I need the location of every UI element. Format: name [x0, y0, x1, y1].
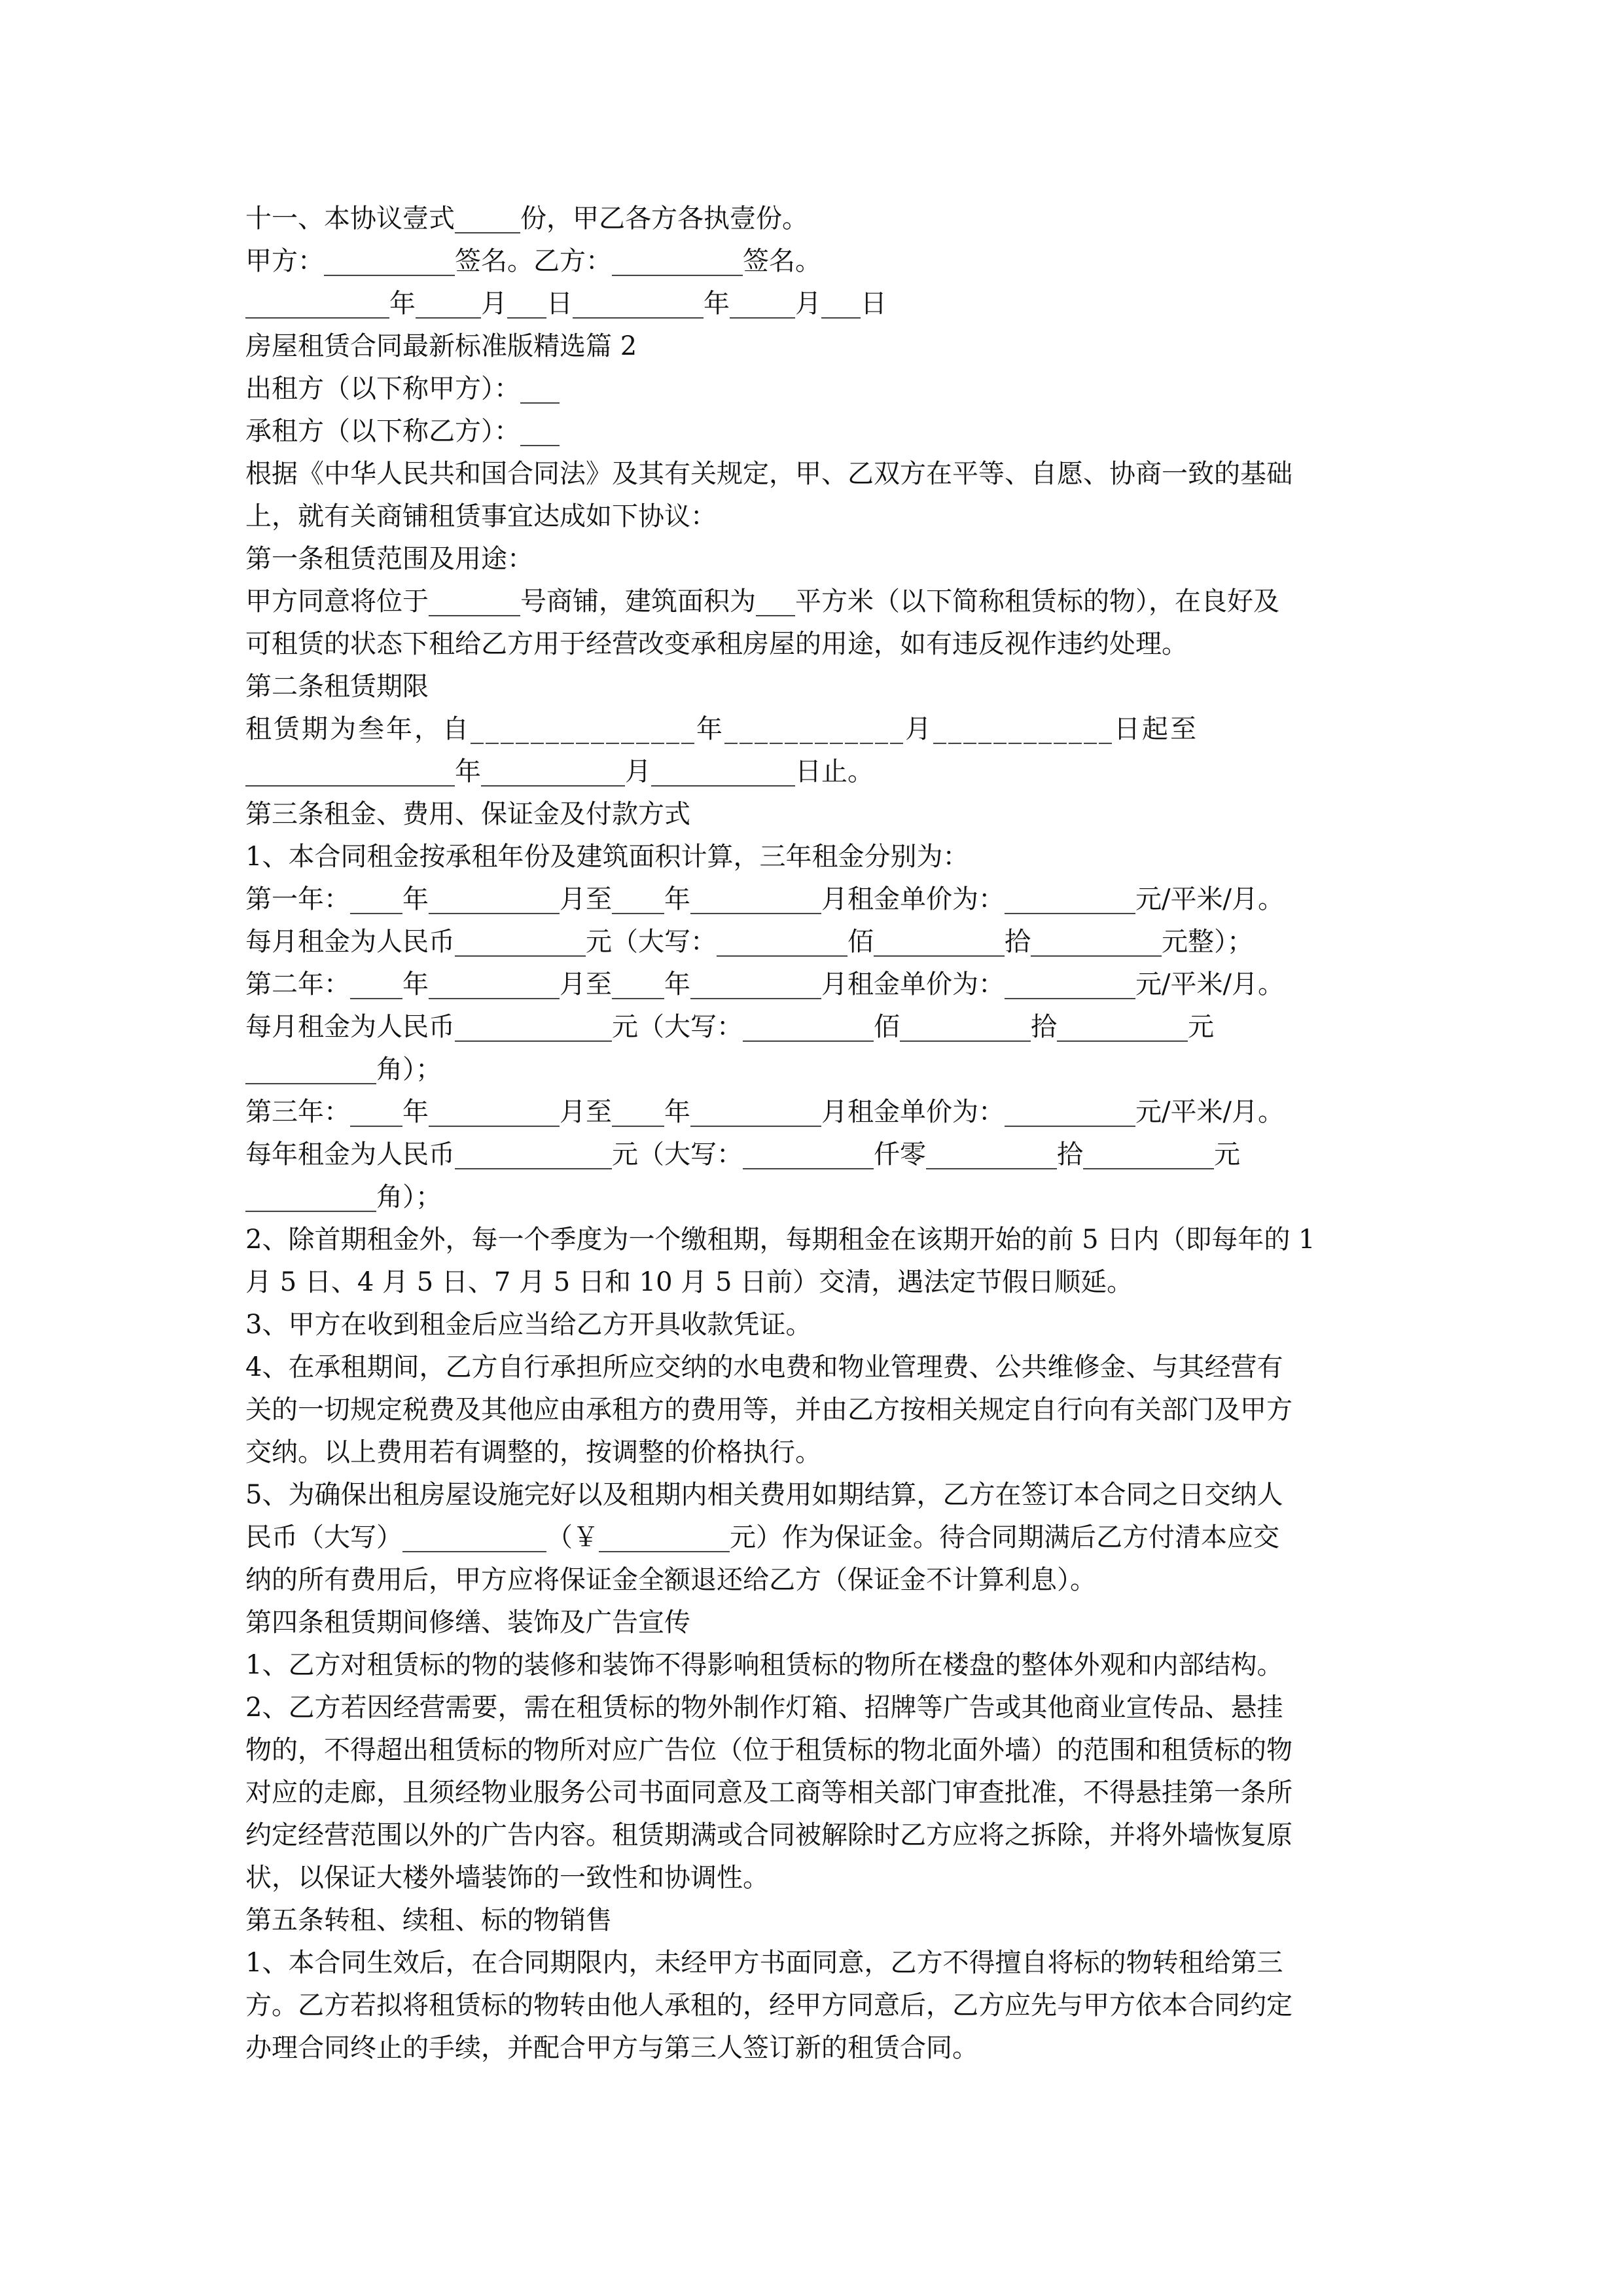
document-line: 房屋租赁合同最新标准版精选篇 2 [245, 331, 637, 361]
document-line: 第一年：____年__________月至____年__________月租金单价为：__________元/平米/月。 [245, 884, 1284, 914]
document-line: 状，以保证大楼外墙装饰的一致性和协调性。 [245, 1863, 769, 1893]
document-line: 2、除首期租金外，每一个季度为一个缴租期，每期租金在该期开始的前 5 日内（即每年的 1 [245, 1225, 1315, 1255]
document-line: ________________年___________月___________日止。 [245, 757, 874, 787]
document-line: 交纳。以上费用若有调整的，按调整的价格执行。 [245, 1437, 821, 1467]
document-line: 4、在承租期间，乙方自行承担所应交纳的水电费和物业管理费、公共维修金、与其经营有 [245, 1352, 1283, 1382]
document-line: 甲方：__________签名。乙方：__________签名。 [245, 246, 821, 276]
document-line: 第二年：____年__________月至____年__________月租金单价为：__________元/平米/月。 [245, 969, 1284, 999]
document-line: 根据《中华人民共和国合同法》及其有关规定，甲、乙双方在平等、自愿、协商一致的基础 [245, 459, 1293, 489]
document-page [245, 198, 1381, 2070]
document-line: ___________年_____月___日__________年_____月___日 [245, 289, 887, 319]
document-line: 2、乙方若因经营需要，需在租赁标的物外制作灯箱、招牌等广告或其他商业宣传品、悬挂 [245, 1693, 1283, 1723]
document-line: 民币（大写）___________（￥__________元）作为保证金。待合同期满后乙方付清本应交 [245, 1522, 1279, 1552]
document-line: 1、乙方对租赁标的物的装修和装饰不得影响租赁标的物所在楼盘的整体外观和内部结构。 [245, 1650, 1283, 1680]
document-line: 甲方同意将位于_______号商铺，建筑面积为___平方米（以下简称租赁标的物），在良好及 [245, 586, 1279, 617]
document-line: 每年租金为人民币____________元（大写：__________仟零__________拾__________元 [245, 1139, 1240, 1170]
document-line: 十一、本协议壹式_____份，甲乙各方各执壹份。 [245, 204, 808, 234]
document-line: 第二条租赁期限 [245, 672, 429, 702]
document-line: 约定经营范围以外的广告内容。租赁期满或合同被解除时乙方应将之拆除，并将外墙恢复原 [245, 1820, 1293, 1850]
document-line: 5、为确保出租房屋设施完好以及租期内相关费用如期结算，乙方在签订本合同之日交纳人 [245, 1480, 1283, 1510]
document-line: 每月租金为人民币____________元（大写：__________佰__________拾__________元 [245, 1012, 1214, 1042]
document-line: 第四条租赁期间修缮、装饰及广告宣传 [245, 1607, 690, 1638]
document-line: 上，就有关商铺租赁事宜达成如下协议： [245, 501, 717, 531]
document-line: 物的，不得超出租赁标的物所对应广告位（位于租赁标的物北面外墙）的范围和租赁标的物 [245, 1735, 1293, 1765]
document-line: 1、本合同生效后，在合同期限内，未经甲方书面同意，乙方不得擅自将标的物转租给第三 [245, 1948, 1283, 1978]
document-line: 第三年：____年__________月至____年__________月租金单价为：__________元/平米/月。 [245, 1097, 1284, 1127]
document-line: 3、甲方在收到租金后应当给乙方开具收款凭证。 [245, 1310, 812, 1340]
document-line: 第五条转租、续租、标的物销售 [245, 1905, 612, 1935]
document-line: 每月租金为人民币__________元（大写：__________佰__________拾__________元整）； [245, 927, 1253, 957]
document-line: 办理合同终止的手续，并配合甲方与第三人签订新的租赁合同。 [245, 2033, 978, 2063]
document-line: 租赁期为叁年，自_______________年____________月____________日起至 [245, 714, 1198, 744]
document-body [245, 198, 1381, 2070]
document-line: 出租方（以下称甲方）：___ [245, 374, 560, 404]
document-line: __________角）； [245, 1182, 442, 1212]
document-line: 第三条租金、费用、保证金及付款方式 [245, 799, 690, 829]
document-line: 承租方（以下称乙方）：___ [245, 416, 560, 446]
document-line: 对应的走廊，且须经物业服务公司书面同意及工商等相关部门审查批准，不得悬挂第一条所 [245, 1778, 1293, 1808]
document-line: 方。乙方若拟将租赁标的物转由他人承租的，经甲方同意后，乙方应先与甲方依本合同约定 [245, 1990, 1293, 2020]
document-line: 纳的所有费用后，甲方应将保证金全额退还给乙方（保证金不计算利息）。 [245, 1565, 1096, 1595]
document-line: 可租赁的状态下租给乙方用于经营改变承租房屋的用途，如有违反视作违约处理。 [245, 629, 1188, 659]
document-line: __________角）； [245, 1054, 442, 1085]
document-line: 1、本合同租金按承租年份及建筑面积计算，三年租金分别为： [245, 842, 969, 872]
document-line: 第一条租赁范围及用途： [245, 544, 533, 574]
document-line: 关的一切规定税费及其他应由承租方的费用等，并由乙方按相关规定自行向有关部门及甲方 [245, 1395, 1293, 1425]
document-line: 月 5 日、4 月 5 日、7 月 5 日和 10 月 5 日前）交清，遇法定节假日顺延。 [245, 1267, 1133, 1297]
